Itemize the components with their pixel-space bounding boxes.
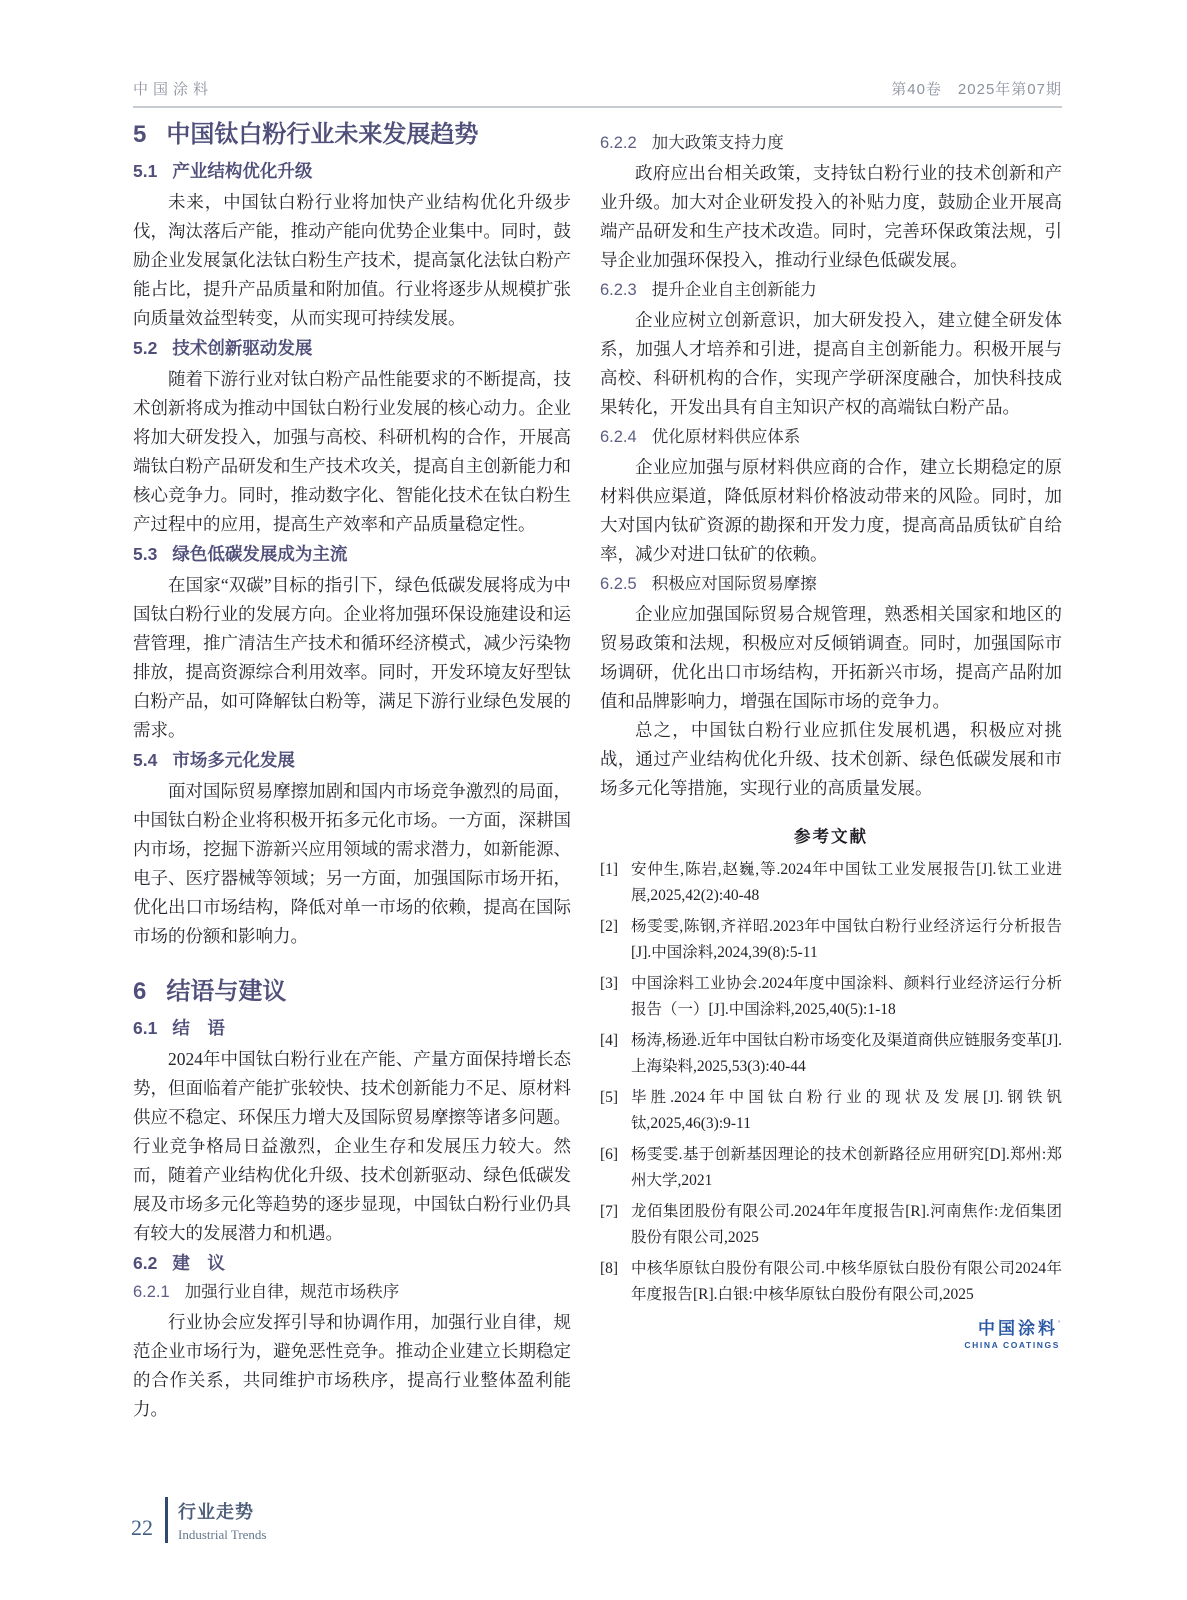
paragraph: 在国家“双碳”目标的指引下，绿色低碳发展将成为中国钛白粉行业的发展方向。企业将加强环保设施建设和运营管理，推广清洁生产技术和循环经济模式，减少污染物排放，提高资源综合利用效率。同时，开发环境友好型钛白粉产品，如可降解钛白粉等，满足下游行业绿色发展的需求。 [133,575,571,740]
page-number: 22 [131,1515,153,1540]
reference-item [600,1199,1062,1251]
section-title: 优化原材料供应体系 [651,428,801,446]
footer-column-block [178,1498,266,1543]
section-title: 加大政策支持力度 [651,134,784,152]
left-column [133,120,571,1424]
reference-item [600,1085,1062,1137]
reference-item [600,857,1062,909]
reference-marker: [6] [600,1146,619,1163]
paragraph: 政府应出台相关政策，支持钛白粉行业的技术创新和产业升级。加大对企业研发投入的补贴力度，鼓励企业开展高端产品研发和生产技术改造。同时，完善环保政策法规，引导企业加强环保投入，推动行业绿色低碳发展。 [600,163,1062,270]
paragraph: 随着下游行业对钛白粉产品性能要求的不断提高，技术创新将成为推动中国钛白粉行业发展的核心动力。企业将加大研发投入，加强与高校、科研机构的合作，开展高端钛白粉产品研发和生产技术攻关，提高自主创新能力和核心竞争力。同时，推动数字化、智能化技术在钛白粉生产过程中的应用，提高生产效率和产品质量稳定性。 [133,369,571,534]
section-title: 产业结构优化升级 [172,161,313,181]
paragraph: 2024年中国钛白粉行业在产能、产量方面保持增长态势，但面临着产能扩张较快、技术创新能力不足、原材料供应不稳定、环保压力增大及国际贸易摩擦等诸多问题。行业竞争格局日益激烈，企业生存和发展压力较大。然而，随着产业结构优化升级、技术创新驱动、绿色低碳发展及市场多元化等趋势的逐步显现，中国钛白粉行业仍具有较大的发展潜力和机遇。 [133,1049,571,1243]
reference-marker: [5] [600,1089,619,1106]
references-list [600,857,1062,1308]
section-number: 5.1 [133,161,158,181]
section-5-1-heading [133,160,571,182]
reference-marker: [7] [600,1203,619,1220]
reference-text: 毕胜.2024年中国钛白粉行业的现状及发展[J].钢铁钒钛,2025,46(3):9-11 [631,1089,1062,1132]
references-title: 参考文献 [794,828,868,846]
reference-item [600,1256,1062,1308]
section-6-2-heading [133,1252,571,1274]
section-number: 6.2.1 [133,1283,170,1301]
section-number: 5.2 [133,338,158,358]
two-column-body [133,120,1062,1424]
section-title: 结语与建议 [166,978,287,1005]
trademark-mark: ’ [1058,1319,1060,1329]
reference-text: 安仲生,陈岩,赵巍,等.2024年中国钛工业发展报告[J].钛工业进展,2025,42(2):40-48 [631,861,1062,904]
reference-text: 杨雯雯.基于创新基因理论的技术创新路径应用研究[D].郑州:郑州大学,2021 [631,1146,1062,1189]
reference-marker: [2] [600,918,619,935]
paragraph: 企业应加强国际贸易合规管理，熟悉相关国家和地区的贸易政策和法规，积极应对反倾销调查。同时，加强国际市场调研，优化出口市场结构，开拓新兴市场，提高产品附加值和品牌影响力，增强在国际市场的竞争力。 [600,604,1062,711]
section-5-4-heading [133,749,571,771]
reference-text: 杨雯雯,陈钢,齐祥昭.2023年中国钛白粉行业经济运行分析报告[J].中国涂料,2024,39(8):5-11 [631,918,1062,961]
reference-marker: [4] [600,1032,619,1049]
section-6-2-4-heading [600,425,1062,449]
section-number: 6.2.3 [600,281,637,299]
section-title: 结 语 [172,1018,225,1038]
paragraph: 企业应加强与原材料供应商的合作，建立长期稳定的原材料供应渠道，降低原材料价格波动带来的风险。同时，加大对国内钛矿资源的勘探和开发力度，提高高品质钛矿自给率，减少对进口钛矿的依赖。 [600,457,1062,564]
reference-item [600,1142,1062,1194]
footer-column-en: Industrial Trends [178,1526,267,1542]
reference-marker: [1] [600,861,619,878]
section-title: 中国钛白粉行业未来发展趋势 [166,121,479,148]
reference-item [600,1028,1062,1080]
paragraph: 面对国际贸易摩擦加剧和国内市场竞争激烈的局面，中国钛白粉企业将积极开拓多元化市场。一方面，深耕国内市场，挖掘下游新兴应用领域的需求潜力，如新能源、电子、医疗器械等领域；另一方面，加强国际市场开拓，优化出口市场结构，降低对单一市场的依赖，提高在国际市场的份额和影响力。 [133,781,571,946]
section-number: 6.2 [133,1253,158,1273]
section-number: 6.2.4 [600,428,637,446]
section-title: 绿色低碳发展成为主流 [172,544,348,564]
section-number: 6.1 [133,1018,158,1038]
footer-divider-bar [165,1497,168,1543]
section-title: 加强行业自律，规范市场秩序 [184,1283,400,1301]
section-title: 市场多元化发展 [172,750,295,770]
section-6-2-3-heading [600,278,1062,302]
section-number: 5.3 [133,544,158,564]
china-coatings-logo [600,1320,1062,1350]
logo-en-text: CHINA COATINGS [964,1339,1060,1350]
reference-text: 杨涛,杨逊.近年中国钛白粉市场变化及渠道商供应链服务变革[J].上海染料,2025,53(3):40-44 [631,1032,1062,1075]
section-6-2-5-heading [600,572,1062,596]
section-number: 5.4 [133,750,158,770]
section-6-2-1-heading [133,1280,571,1304]
logo-cn-text: 中国涂料 [978,1319,1058,1338]
running-head [133,78,1062,108]
section-5-3-heading [133,543,571,565]
reference-marker: [8] [600,1260,619,1277]
section-5-2-heading [133,337,571,359]
section-6-heading [133,977,571,1007]
right-column [600,120,1062,1424]
section-number: 6 [133,978,147,1005]
section-number: 5 [133,121,147,148]
reference-text: 中国涂料工业协会.2024年度中国涂料、颜料行业经济运行分析报告（一）[J].中国涂料,2025,40(5):1-18 [631,975,1062,1018]
reference-item [600,971,1062,1023]
section-number: 6.2.2 [600,134,637,152]
journal-name: 中国涂料 [133,81,214,98]
section-6-2-2-heading [600,131,1062,155]
paragraph: 企业应树立创新意识，加大研发投入，建立健全研发体系，加强人才培养和引进，提高自主创新能力。积极开展与高校、科研机构的合作，实现产学研深度融合，加快科技成果转化，开发出具有自主知识产权的高端钛白粉产品。 [600,310,1062,417]
section-number: 6.2.5 [600,575,637,593]
conclusion-paragraph: 总之，中国钛白粉行业应抓住发展机遇，积极应对挑战，通过产业结构优化升级、技术创新、绿色低碳发展和市场多元化等措施，实现行业的高质量发展。 [600,720,1062,798]
reference-text: 龙佰集团股份有限公司.2024年年度报告[R].河南焦作:龙佰集团股份有限公司,2025 [631,1203,1062,1246]
reference-text: 中核华原钛白股份有限公司.中核华原钛白股份有限公司2024年年度报告[R].白银:中核华原钛白股份有限公司,2025 [631,1260,1062,1303]
section-title: 提升企业自主创新能力 [651,281,817,299]
footer-column-cn: 行业走势 [178,1501,254,1522]
section-title: 积极应对国际贸易摩擦 [651,575,817,593]
section-title: 技术创新驱动发展 [172,338,313,358]
paragraph: 行业协会应发挥引导和协调作用，加强行业自律，规范企业市场行为，避免恶性竞争。推动企业建立长期稳定的合作关系，共同维护市场秩序，提高行业整体盈利能力。 [133,1312,571,1419]
paragraph: 未来，中国钛白粉行业将加快产业结构优化升级步伐，淘汰落后产能，推动产能向优势企业集中。同时，鼓励企业发展氯化法钛白粉生产技术，提高氯化法钛白粉产能占比，提升产品质量和附加值。行业将逐步从规模扩张向质量效益型转变，从而实现可持续发展。 [133,192,571,328]
section-title: 建 议 [172,1253,225,1273]
volume-issue: 第40卷 2025年第07期 [891,81,1062,98]
reference-item [600,914,1062,966]
reference-marker: [3] [600,975,619,992]
section-5-heading [133,120,571,150]
page-footer [131,1497,266,1543]
section-6-1-heading [133,1017,571,1039]
